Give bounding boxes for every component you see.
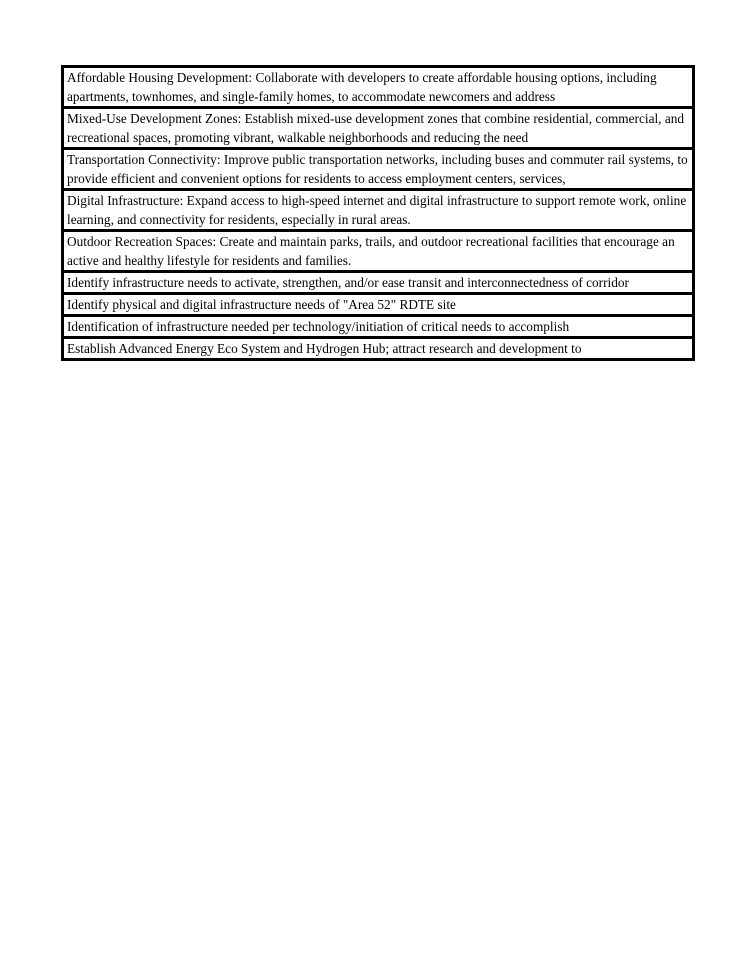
table-cell[interactable] bbox=[63, 316, 694, 338]
table-cell[interactable] bbox=[63, 294, 694, 316]
table-row bbox=[63, 190, 694, 231]
table-row bbox=[63, 108, 694, 149]
initiatives-table bbox=[61, 65, 695, 361]
cell-text: Identify infrastructure needs to activate, strengthen, and/or ease transit and interconnectedness of corridor bbox=[67, 275, 629, 290]
cell-text: Identify physical and digital infrastructure needs of "Area 52" RDTE site bbox=[67, 297, 456, 312]
table-row bbox=[63, 67, 694, 108]
table-row bbox=[63, 338, 694, 360]
table-row bbox=[63, 272, 694, 294]
table-cell[interactable] bbox=[63, 231, 694, 272]
table-cell[interactable] bbox=[63, 149, 694, 190]
table-cell[interactable] bbox=[63, 108, 694, 149]
cell-text: Digital Infrastructure: Expand access to high-speed internet and digital infrastructure to support remote work, online learning, and connectivity for residents, especially in rural areas. bbox=[67, 193, 687, 227]
table-cell[interactable] bbox=[63, 272, 694, 294]
table-cell[interactable] bbox=[63, 67, 694, 108]
cell-text: Transportation Connectivity: Improve public transportation networks, including buses and commuter rail systems, to provide efficient and convenient options for residents to access employment centers, services, bbox=[67, 152, 688, 186]
cell-text: Establish Advanced Energy Eco System and Hydrogen Hub; attract research and development to bbox=[67, 341, 582, 356]
cell-text: Outdoor Recreation Spaces: Create and maintain parks, trails, and outdoor recreational facilities that encourage an active and healthy lifestyle for residents and families. bbox=[67, 234, 675, 268]
table-row bbox=[63, 231, 694, 272]
table-row bbox=[63, 316, 694, 338]
cell-text: Mixed-Use Development Zones: Establish mixed-use development zones that combine residential, commercial, and recreational spaces, promoting vibrant, walkable neighborhoods and reducing the need bbox=[67, 111, 685, 145]
table-cell[interactable] bbox=[63, 190, 694, 231]
cell-text: Identification of infrastructure needed per technology/initiation of critical needs to accomplish bbox=[67, 319, 570, 334]
table-cell[interactable] bbox=[63, 338, 694, 360]
table-row bbox=[63, 149, 694, 190]
cell-text: Affordable Housing Development: Collaborate with developers to create affordable housing options, including apartments, townhomes, and single-family homes, to accommodate newcomers and address bbox=[67, 70, 657, 104]
table-row bbox=[63, 294, 694, 316]
